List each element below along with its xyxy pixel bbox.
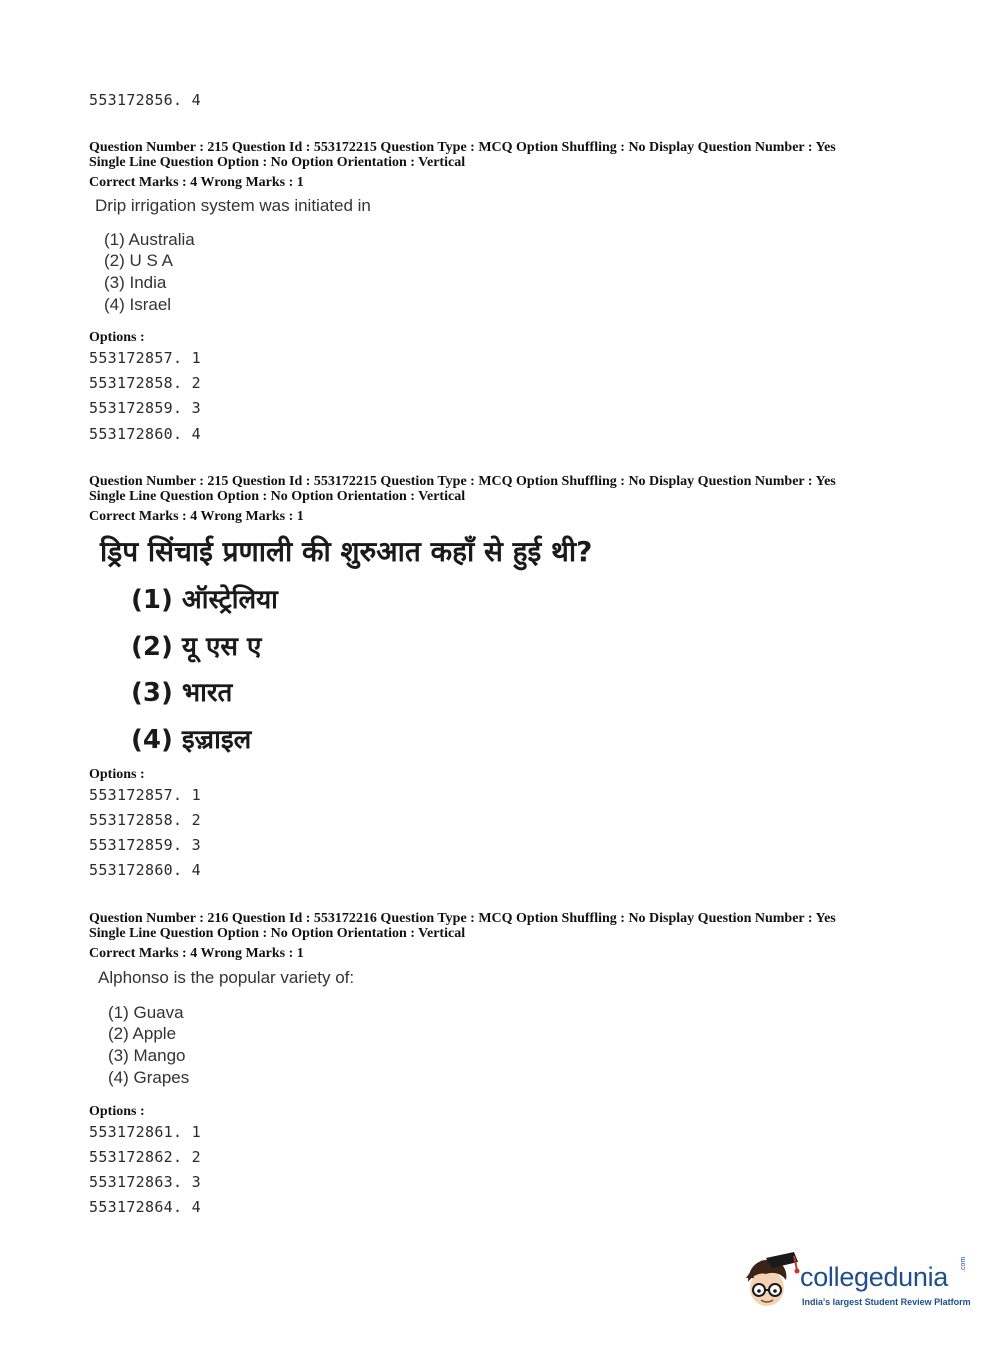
question-meta-line: Single Line Question Option : No Option Orientation : Vertical	[89, 926, 466, 941]
option-line: 553172860. 4	[89, 425, 201, 443]
marks-line: Correct Marks : 4 Wrong Marks : 1	[89, 509, 304, 524]
option-line: 553172857. 1	[89, 786, 201, 804]
answer-choice-hindi: (2) यू एस ए	[131, 632, 262, 662]
answer-choice: (2) Apple	[108, 1024, 177, 1043]
answer-choice: (1) Australia	[104, 230, 195, 249]
option-line: 553172863. 3	[89, 1173, 201, 1191]
question-text-hindi: ड्रिप सिंचाई प्रणाली की शुरुआत कहाँ से हुई थी?	[100, 535, 593, 568]
question-meta-line: Question Number : 216 Question Id : 553172216 Question Type : MCQ Option Shuffling : No Display Question Number : Yes	[89, 911, 836, 926]
option-line: 553172859. 3	[89, 836, 201, 854]
option-line: 553172860. 4	[89, 861, 201, 879]
question-text: Drip irrigation system was initiated in	[95, 196, 371, 215]
question-meta-line: Single Line Question Option : No Option Orientation : Vertical	[89, 489, 466, 504]
marks-line: Correct Marks : 4 Wrong Marks : 1	[89, 175, 304, 190]
mascot-icon	[742, 1250, 800, 1312]
options-label: Options :	[89, 330, 145, 345]
answer-choice: (4) Israel	[104, 295, 172, 314]
option-line: 553172857. 1	[89, 349, 201, 367]
answer-choice: (1) Guava	[108, 1003, 184, 1022]
answer-choice-hindi: (3) भारत	[131, 678, 233, 708]
answer-choice: (4) Grapes	[108, 1068, 190, 1087]
answer-choice-hindi: (4) इज़्राइल	[131, 725, 252, 755]
option-line: 553172858. 2	[89, 374, 201, 392]
option-line: 553172861. 1	[89, 1123, 201, 1141]
question-meta-line: Single Line Question Option : No Option Orientation : Vertical	[89, 155, 466, 170]
options-label: Options :	[89, 767, 145, 782]
logo-wordmark: collegedunia	[800, 1262, 949, 1292]
option-line: 553172858. 2	[89, 811, 201, 829]
marks-line: Correct Marks : 4 Wrong Marks : 1	[89, 946, 304, 961]
answer-choice: (3) India	[104, 273, 167, 292]
collegedunia-logo[interactable]	[742, 1250, 972, 1322]
option-line: 553172862. 2	[89, 1148, 201, 1166]
answer-choice: (3) Mango	[108, 1046, 186, 1065]
answer-choice: (2) U S A	[104, 251, 173, 270]
logo-tagline: India's largest Student Review Platform	[802, 1297, 971, 1307]
option-line: 553172859. 3	[89, 399, 201, 417]
question-meta-line: Question Number : 215 Question Id : 553172215 Question Type : MCQ Option Shuffling : No Display Question Number : Yes	[89, 474, 836, 489]
options-label: Options :	[89, 1104, 145, 1119]
question-text: Alphonso is the popular variety of:	[98, 968, 355, 987]
answer-choice-hindi: (1) ऑस्ट्रेलिया	[131, 585, 278, 615]
option-line: 553172856. 4	[89, 91, 201, 109]
question-meta-line: Question Number : 215 Question Id : 553172215 Question Type : MCQ Option Shuffling : No Display Question Number : Yes	[89, 140, 836, 155]
option-line: 553172864. 4	[89, 1198, 201, 1216]
logo-suffix: .com	[960, 1256, 967, 1272]
